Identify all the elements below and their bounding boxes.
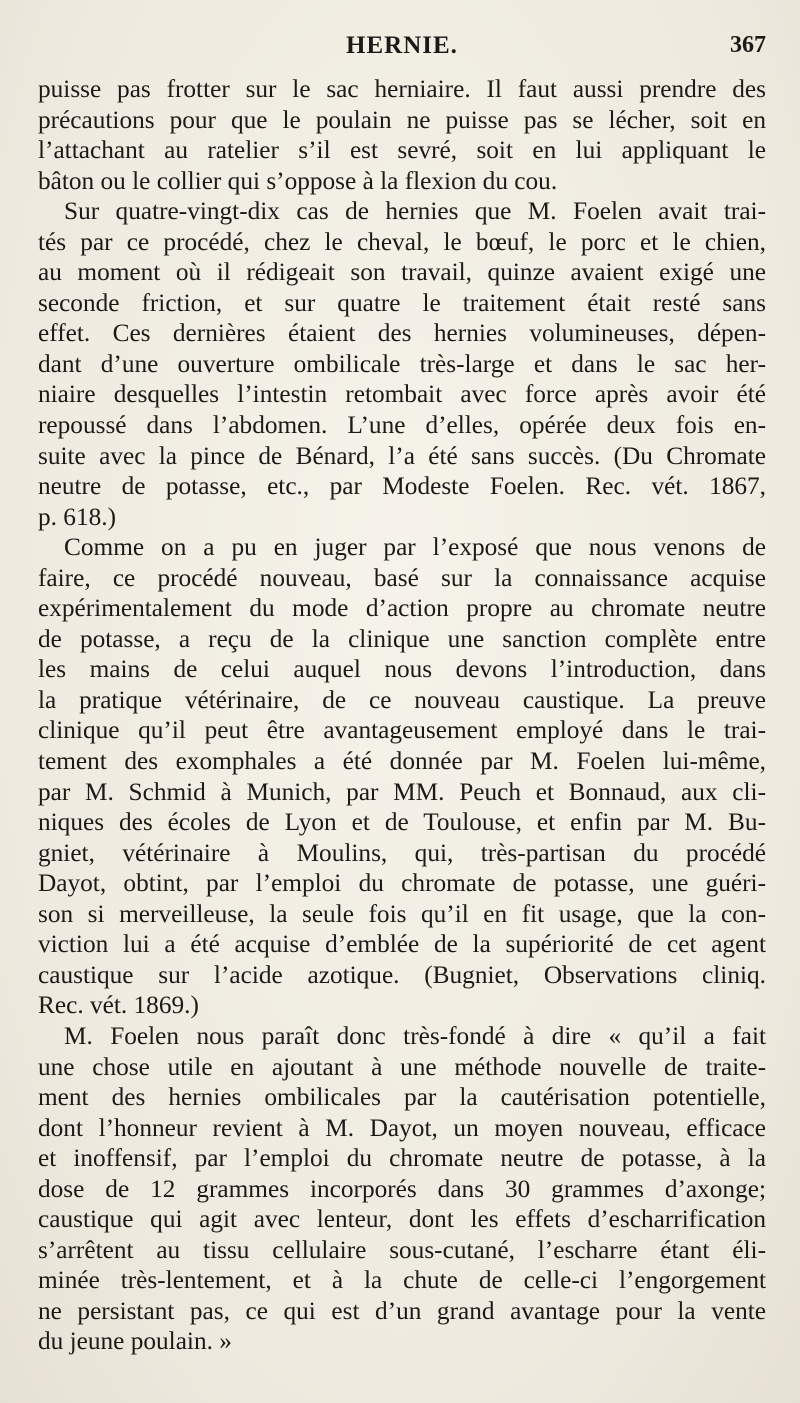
text-line: expérimentalement du mode d’action propre au chromate neutre xyxy=(38,594,766,623)
text-line: Sur quatre-vingt-dix cas de hernies que M. Foelen avait trai- xyxy=(64,197,766,226)
text-line: tés par ce procédé, chez le cheval, le bœuf, le porc et le chien, xyxy=(38,227,766,256)
text-line: précautions pour que le poulain ne puisse pas se lécher, soit en xyxy=(38,105,766,134)
text-line: seconde friction, et sur quatre le traitement était resté sans xyxy=(38,288,766,317)
text-line: faire, ce procédé nouveau, basé sur la connaissance acquise xyxy=(38,563,766,592)
text-line: niaire desquelles l’intestin retombait avec force après avoir été xyxy=(38,380,766,409)
text-line: caustique qui agit avec lenteur, dont les effets d’escharrification xyxy=(38,1205,766,1234)
text-line: clinique qu’il peut être avantageusement employé dans le trai- xyxy=(38,716,766,745)
text-line: niques des écoles de Lyon et de Toulouse, et enfin par M. Bu- xyxy=(38,808,766,837)
text-line: Dayot, obtint, par l’emploi du chromate de potasse, une guéri- xyxy=(38,869,766,898)
text-line: l’attachant au ratelier s’il est sevré, soit en lui appliquant le xyxy=(38,136,766,165)
text-line: et inoffensif, par l’emploi du chromate neutre de potasse, à la xyxy=(38,1144,766,1173)
text-line: s’arrêtent au tissu cellulaire sous-cutané, l’escharre étant éli- xyxy=(38,1235,766,1264)
text-line: minée très-lentement, et à la chute de celle-ci l’engorgement xyxy=(38,1266,766,1295)
text-line: neutre de potasse, etc., par Modeste Foelen. Rec. vét. 1867, xyxy=(38,472,766,501)
text-line: caustique sur l’acide azotique. (Bugniet, Observations cliniq. xyxy=(38,960,766,989)
text-line: par M. Schmid à Munich, par MM. Peuch et Bonnaud, aux cli- xyxy=(38,777,766,806)
text-line: dose de 12 grammes incorporés dans 30 grammes d’axonge; xyxy=(38,1174,766,1203)
text-line: viction lui a été acquise d’emblée de la supériorité de cet agent xyxy=(38,930,766,959)
text-line: ment des hernies ombilicales par la cautérisation potentielle, xyxy=(38,1083,766,1112)
page-header xyxy=(38,28,766,68)
text-line: puisse pas frotter sur le sac herniaire. Il faut aussi prendre des xyxy=(38,75,766,103)
text-line: les mains de celui auquel nous devons l’introduction, dans xyxy=(38,655,766,684)
text-line: repoussé dans l’abdomen. L’une d’elles, opérée deux fois en- xyxy=(38,411,766,440)
text-line: ne persistant pas, ce qui est d’un grand avantage pour la vente xyxy=(38,1296,766,1325)
text-line: Comme on a pu en juger par l’exposé que nous venons de xyxy=(64,533,766,562)
text-line: p. 618.) xyxy=(38,502,116,531)
page-number: 367 xyxy=(730,32,766,58)
text-line: effet. Ces dernières étaient des hernies volumineuses, dépen- xyxy=(38,319,766,348)
text-line: du jeune poulain. » xyxy=(38,1327,232,1356)
text-line: de potasse, a reçu de la clinique une sanction complète entre xyxy=(38,624,766,653)
text-line: dant d’une ouverture ombilicale très-large et dans le sac her- xyxy=(38,349,766,378)
text-line: bâton ou le collier qui s’oppose à la flexion du cou. xyxy=(38,166,558,195)
text-line: M. Foelen nous paraît donc très-fondé à dire « qu’il a fait xyxy=(64,1021,766,1050)
text-line: gniet, vétérinaire à Moulins, qui, très-partisan du procédé xyxy=(38,838,766,867)
text-line: suite avec la pince de Bénard, l’a été sans succès. (Du Chromate xyxy=(38,441,766,470)
text-line: dont l’honneur revient à M. Dayot, un moyen nouveau, efficace xyxy=(38,1113,766,1142)
text-line: son si merveilleuse, la seule fois qu’il en fit usage, que la con- xyxy=(38,899,766,928)
running-title: HERNIE. xyxy=(346,32,458,59)
text-line: Rec. vét. 1869.) xyxy=(38,991,199,1020)
text-line: la pratique vétérinaire, de ce nouveau caustique. La preuve xyxy=(38,685,766,714)
text-line: au moment où il rédigeait son travail, quinze avaient exigé une xyxy=(38,258,766,287)
body-text xyxy=(38,74,766,1357)
text-line: tement des exomphales a été donnée par M. Foelen lui-même, xyxy=(38,747,766,776)
text-line: une chose utile en ajoutant à une méthode nouvelle de traite- xyxy=(38,1052,766,1081)
